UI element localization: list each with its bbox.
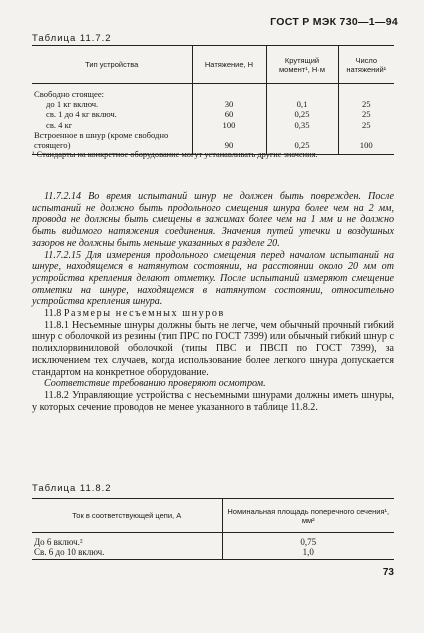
table-row: До 6 включ.² 0,75 <box>32 533 394 548</box>
table-footnote: ¹ Стандарты на конкретное оборудование могут устанавливать другие значения. <box>32 150 318 159</box>
t1-header-torque: Крутящий момент¹, Н·м <box>266 46 338 84</box>
t2-header-cross-section: Номинальная площадь поперечного сечения¹, мм² <box>222 499 394 533</box>
paragraph-11-8-1: 11.8.1 Несъемные шнуры должны быть не легче, чем обычный прочный гибкий шнур с оболочкой из резины (тип ПРС по ГОСТ 7399) или обычный гибкий шнур с полихлорвиниловой оболочкой (типы ПВС и ПВСП по ГОСТ 7399), за исключением тех случаев, когда использование более легкого шнура допускается стандартом на конкретное оборудование. <box>32 319 394 378</box>
page-number: 73 <box>382 567 394 578</box>
table-11-8-2 <box>32 498 394 560</box>
table-row: св. 4 кг 100 0,35 25 <box>32 120 394 130</box>
t1-header-pulls: Число натяжений¹ <box>338 46 394 84</box>
t1-header-tension: Натяжение, Н <box>192 46 266 84</box>
table-row: Свободно стоящее: <box>32 84 394 100</box>
paragraph-11-7-2-15: 11.7.2.15 Для измерения продольного смещения перед началом испытаний на шнуре, находящемся в натянутом состоянии, на расстоянии около 20 мм от устройства крепления делают отметку. После испытаний измеряют смещение отметки на шнуре, находящемся в натянутом состоянии, относительно устройства крепления шнура. <box>32 249 394 308</box>
table-11-8-2-caption: Таблица 11.8.2 <box>32 483 112 494</box>
table-row: до 1 кг включ. 30 0,1 25 <box>32 99 394 109</box>
paragraph-compliance: Соответствие требованию проверяют осмотром. <box>44 378 266 390</box>
table-row: Св. 6 до 10 включ. 1,0 <box>32 547 394 560</box>
page-header: ГОСТ Р МЭК 730—1—94 <box>270 16 398 28</box>
paragraph-11-7-2-14: 11.7.2.14 Во время испытаний шнур не должен быть поврежден. После испытаний не должно быть продольного смещения шнура более чем на 2 мм, провода не должны быть смещены в зажимах более чем на 1 мм и не должно быть видимого натяжения соединения. Значения путей утечки и воздушных зазоров не должны быть меньше указанных в разделе 20. <box>32 191 394 249</box>
t2-header-current: Ток в соответствующей цепи, А <box>32 499 222 533</box>
table-row: Встроенное в шнур (кроме свободно стоящего) 90 0,25 100 <box>32 130 394 155</box>
table-11-7-2-caption: Таблица 11.7.2 <box>32 33 112 44</box>
t1-header-device-type: Тип устройства <box>32 46 192 84</box>
section-heading-11-8: 11.8 Размеры несъемных шнуров <box>44 308 225 320</box>
table-11-7-2 <box>32 45 394 155</box>
body-text <box>32 191 394 413</box>
paragraph-11-8-2: 11.8.2 Управляющие устройства с несъемными шнурами должны иметь шнуры, у которых сечение проводов не менее указанного в таблице 11.8.2. <box>32 389 394 413</box>
table-row: св. 1 до 4 кг включ. 60 0,25 25 <box>32 109 394 119</box>
